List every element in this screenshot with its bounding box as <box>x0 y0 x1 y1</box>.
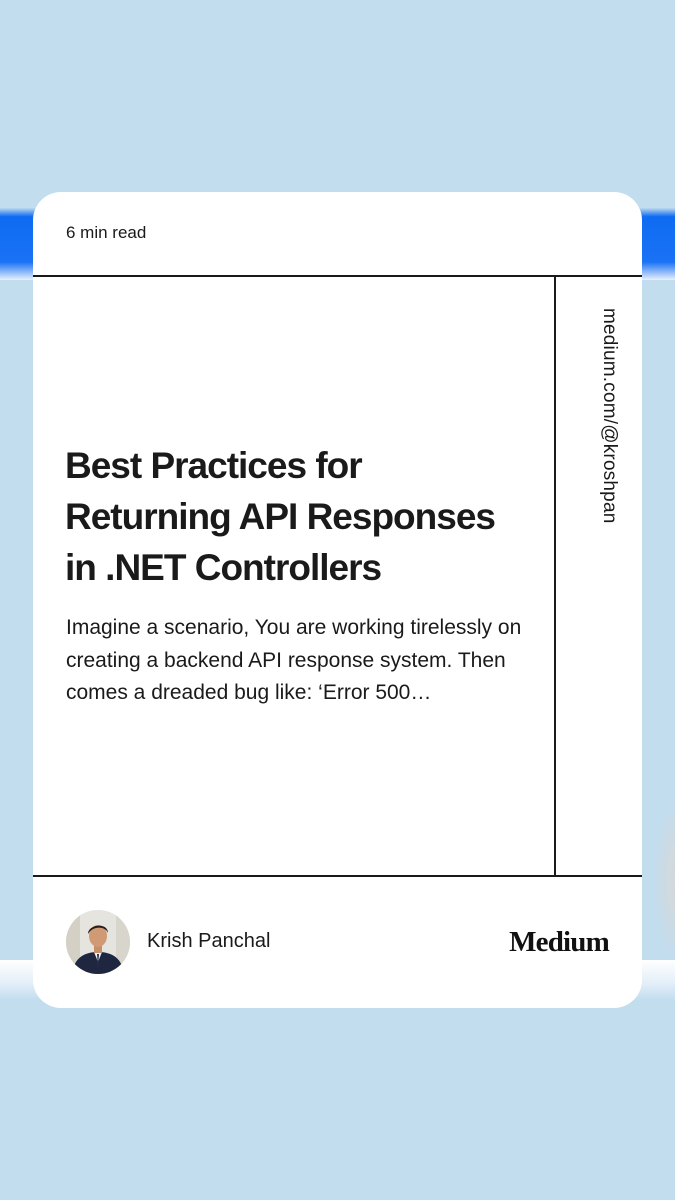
divider-vertical <box>554 275 556 877</box>
article-excerpt: Imagine a scenario, You are working tirelessly on creating a backend API response system. Then comes a dreaded bug like: ‘Error 500… <box>66 616 522 704</box>
divider-bottom <box>33 875 642 877</box>
profile-url[interactable]: medium.com/@kroshpan <box>599 308 620 524</box>
article-card[interactable] <box>33 192 642 1008</box>
author-name[interactable]: Krish Panchal <box>147 930 271 952</box>
person-photo-icon <box>66 910 130 974</box>
article-title[interactable]: Best Practices for Returning API Responses in .NET Controllers <box>65 445 495 588</box>
author-avatar[interactable] <box>66 910 130 974</box>
read-time: 6 min read <box>66 223 147 242</box>
divider-top <box>33 275 642 277</box>
medium-logo[interactable]: Medium <box>509 926 609 958</box>
background-blur-shape <box>655 800 675 960</box>
